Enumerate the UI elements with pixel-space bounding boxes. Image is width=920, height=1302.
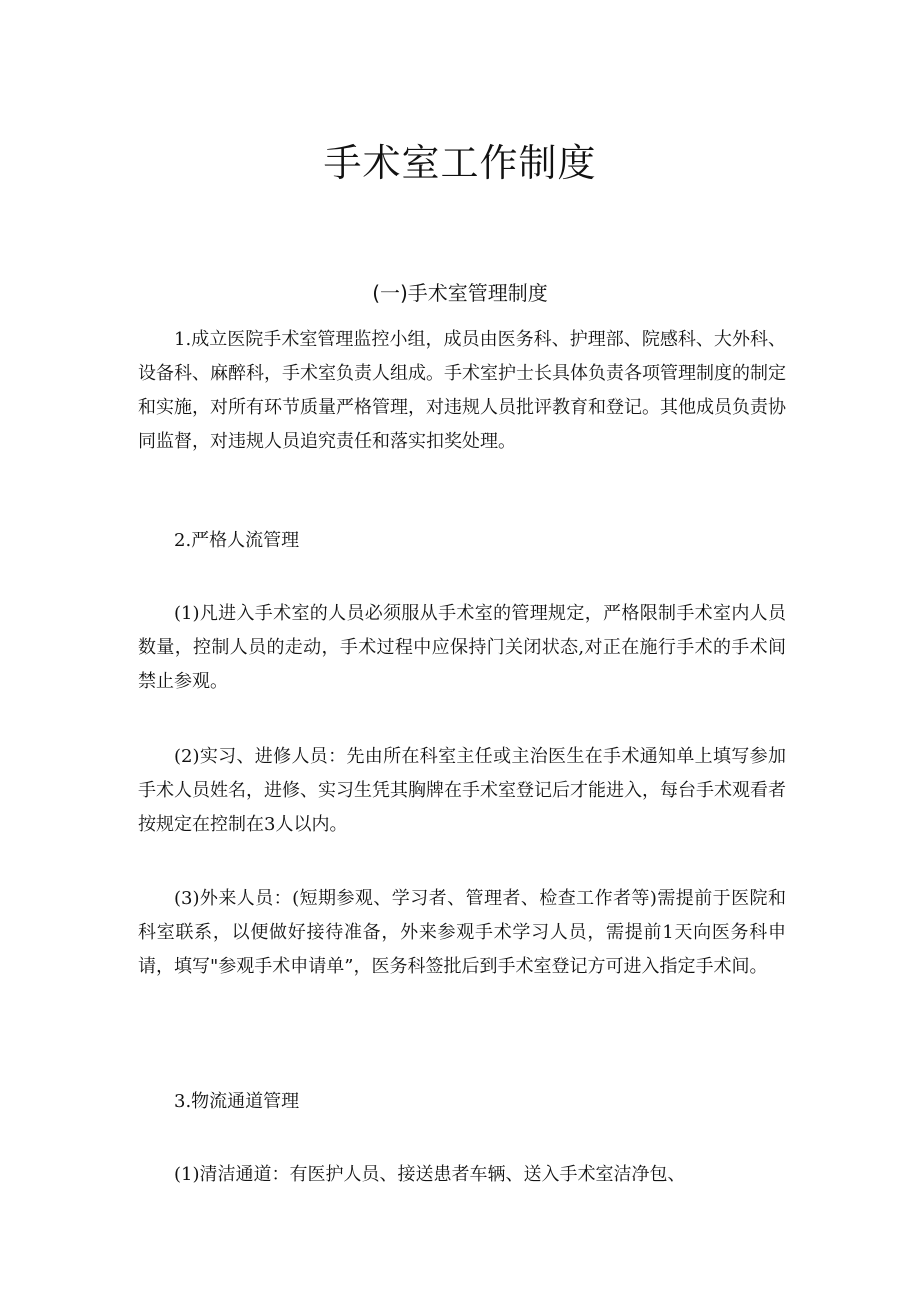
paragraph-2-1: (1)凡进入手术室的人员必须服从手术室的管理规定，严格限制手术室内人员数量，控制人员的走动，手术过程中应保持门关闭状态,对正在施行手术的手术间禁止参观。: [138, 603, 786, 692]
paragraph-3-heading: 3.物流通道管理: [174, 1091, 300, 1112]
paragraph-3-1: (1)清洁通道：有医护人员、接送患者车辆、送入手术室洁净包、: [174, 1164, 686, 1185]
paragraph-1: 1.成立医院手术室管理监控小组，成员由医务科、护理部、院感科、大外科、设备科、麻醉科，手术室负责人组成。手术室护士长具体负责各项管理制度的制定和实施，对所有环节质量严格管理，对违规人员批评教育和登记。其他成员负责协同监督，对违规人员追究责任和落实扣奖处理。: [138, 329, 786, 452]
paragraph-2-2: (2)实习、进修人员：先由所在科室主任或主治医生在手术通知单上填写参加手术人员姓名，进修、实习生凭其胸牌在手术室登记后才能进入，每台手术观看者按规定在控制在3人以内。: [138, 746, 786, 835]
paragraph-2-3: (3)外来人员：(短期参观、学习者、管理者、检查工作者等)需提前于医院和科室联系，以便做好接待准备，外来参观手术学习人员，需提前1天向医务科申请，填写"参观手术申请单”，医务科签批后到手术室登记方可进入指定手术间。: [138, 888, 786, 977]
section-heading: (一)手术室管理制度: [372, 281, 548, 305]
document-title: 手术室工作制度: [323, 141, 597, 185]
paragraph-2-heading: 2.严格人流管理: [174, 530, 300, 551]
